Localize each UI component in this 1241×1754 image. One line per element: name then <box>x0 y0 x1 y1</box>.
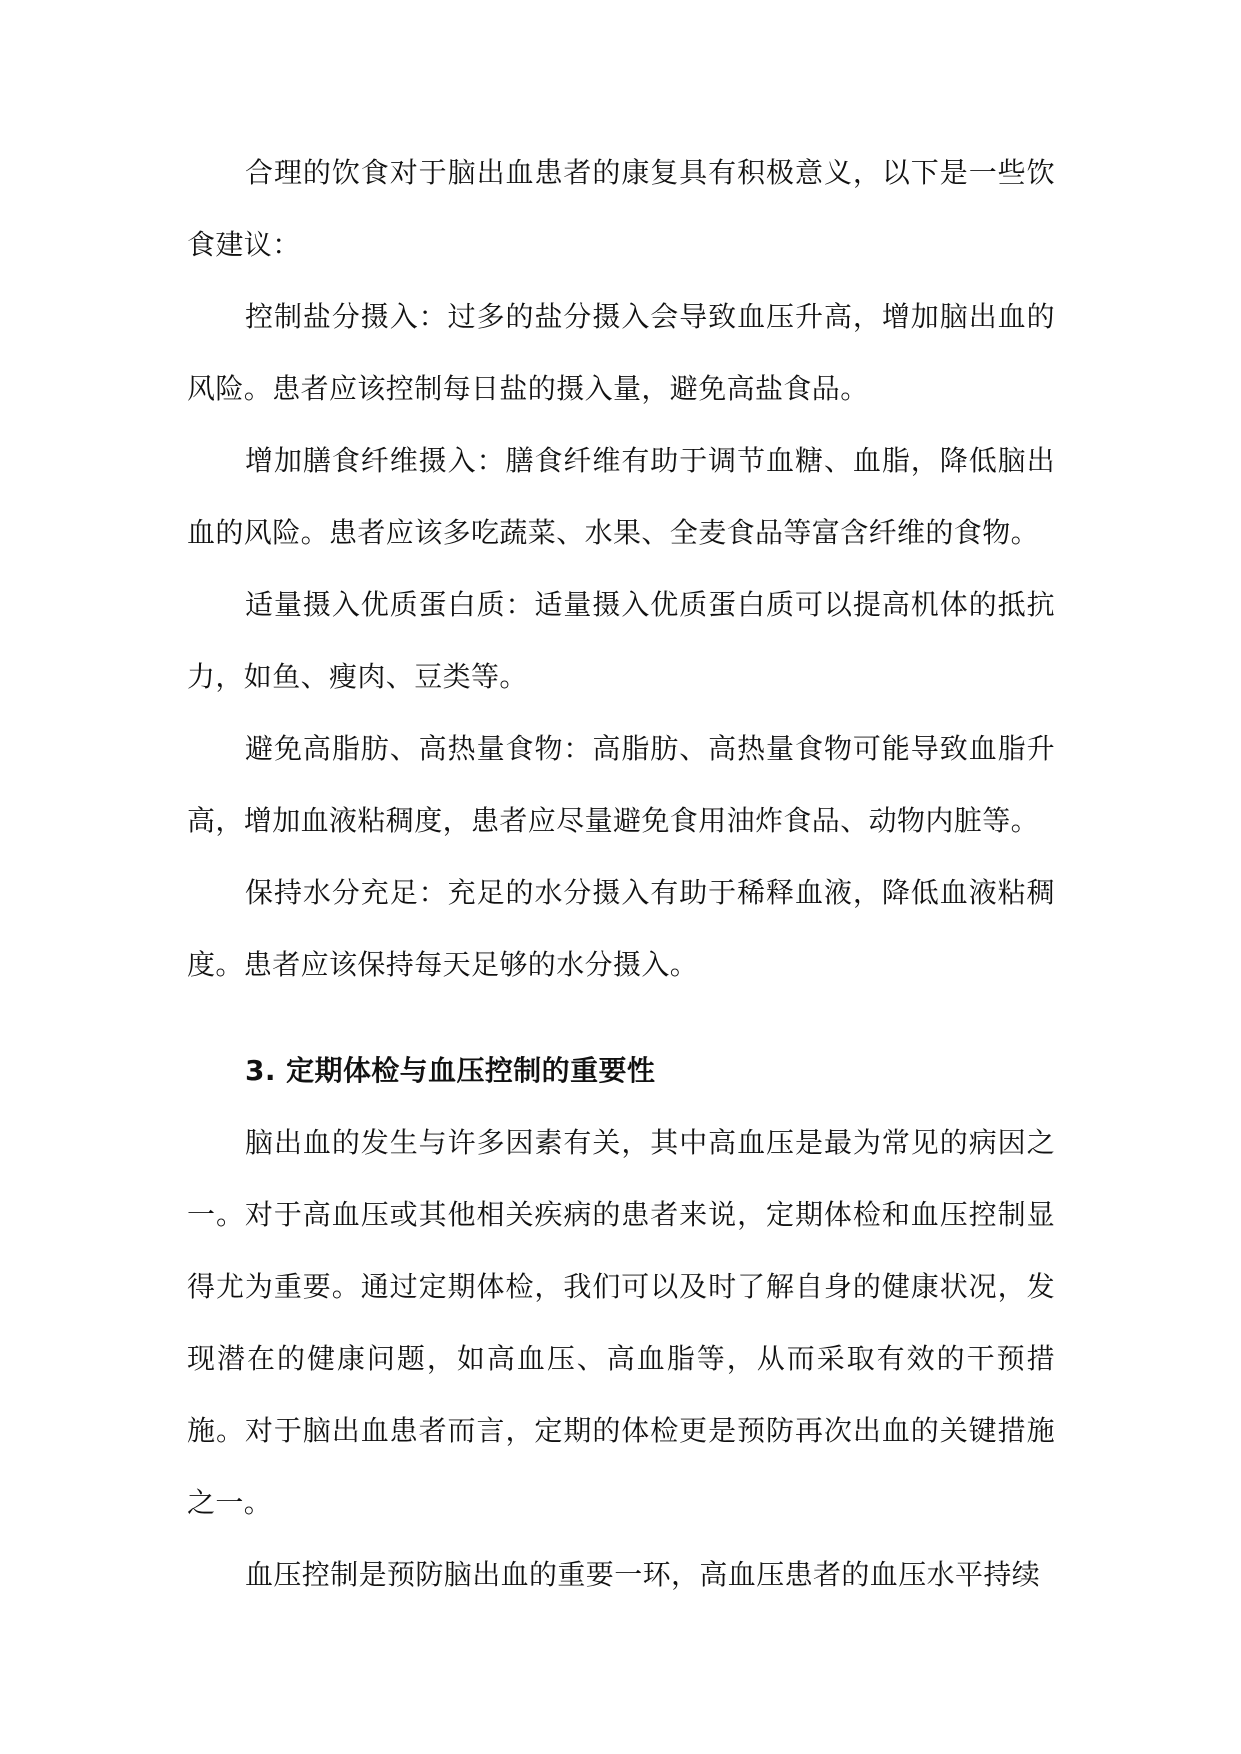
section-heading: 3. 定期体检与血压控制的重要性 <box>245 1054 656 1087</box>
paragraph-quality-protein: 适量摄入优质蛋白质：适量摄入优质蛋白质可以提高机体的抵抗力，如鱼、瘦肉、豆类等。 <box>187 588 1055 693</box>
paragraph-diet-intro: 合理的饮食对于脑出血患者的康复具有积极意义，以下是一些饮食建议： <box>187 156 1055 261</box>
paragraph-hydration: 保持水分充足：充足的水分摄入有助于稀释血液，降低血液粘稠度。患者应该保持每天足够的水分摄入。 <box>187 876 1055 981</box>
document-body <box>187 137 1055 1611</box>
paragraph-avoid-high-fat: 避免高脂肪、高热量食物：高脂肪、高热量食物可能导致血脂升高，增加血液粘稠度，患者应尽量避免食用油炸食品、动物内脏等。 <box>187 732 1055 837</box>
paragraph-checkup-importance: 脑出血的发生与许多因素有关，其中高血压是最为常见的病因之一。对于高血压或其他相关疾病的患者来说，定期体检和血压控制显得尤为重要。通过定期体检，我们可以及时了解自身的健康状况，发现潜在的健康问题，如高血压、高血脂等，从而采取有效的干预措施。对于脑出血患者而言，定期的体检更是预防再次出血的关键措施之一。 <box>187 1126 1055 1519</box>
paragraph-blood-pressure-control: 血压控制是预防脑出血的重要一环，高血压患者的血压水平持续 <box>245 1558 1041 1591</box>
paragraph-salt-control: 控制盐分摄入：过多的盐分摄入会导致血压升高，增加脑出血的风险。患者应该控制每日盐的摄入量，避免高盐食品。 <box>187 300 1055 405</box>
paragraph-dietary-fiber: 增加膳食纤维摄入：膳食纤维有助于调节血糖、血脂，降低脑出血的风险。患者应该多吃蔬菜、水果、全麦食品等富含纤维的食物。 <box>187 444 1055 549</box>
